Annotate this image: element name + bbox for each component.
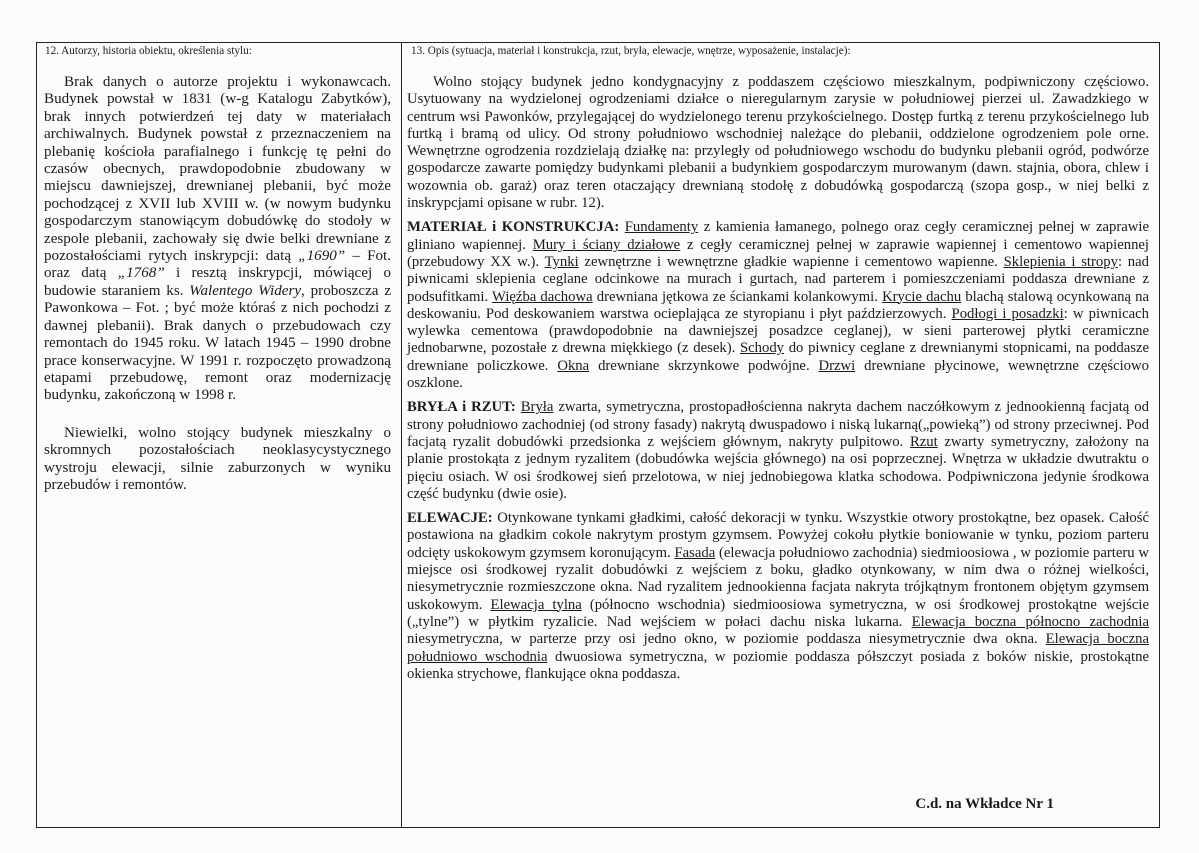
elew-text-2: (elewacja południowo zachodnia) siedmioosiowa , w poziomie parteru w miejsce osi środkowej ryzalit dobudówki z wejściem z boku, gładko otynkowany, w nim dwa o różnej wielkości, niesymetrycznie rozmieszczone okna. Nad ryzalitem jednookienna facjata nakryta trójkątnym frontonem objętym gzymsem uskokowym. — [407, 544, 1149, 613]
elew-text-1: Otynkowane tynkami gładkimi, całość dekoracji w tynku. Wszystkie otwory prostokątne, bez opasek. Całość postawiona na gładkim cokole nakrytym prostym gzymsem. Powyżej cokołu płytkie boniowanie w tynku, poziom parteru odcięty uskokowym gzymsem koronującym. — [407, 510, 1149, 561]
history-text-1: Brak danych o autorze projektu i wykonawcach. Budynek powstał w 1831 (w-g Katalogu Zabytków), brak innych potwierdzeń tej daty w materiałach archiwalnych. Budynek powstał z przeznaczeniem na plebanię kościoła parafialnego i funkcję tę pełni do czasów obecnych, prawdopodobnie zbudowany w miejscu dawniejszej, drewnianej plebanii, być może pochodzącej z XVII lub XVIII w. (w nowym budynku gospodarczym stanowiącym dobudówkę do stodoły w zespole plebanii, zachowały się dwie belki drewniane z pozostałościami rytych inskrypcji: datą — [44, 74, 391, 265]
column-divider — [401, 43, 402, 827]
situation-paragraph: Wolno stojący budynek jedno kondygnacyjny z poddaszem częściowo mieszkalnym, podpiwniczony częściowo. Usytuowany na wydzielonej ogrodzeniami działce o nieregularnym zarysie w południowej pierzei ul. Zawadzkiego w centrum wsi Pawonków, przylegającej do wydzielonego terenu przykościelnego. Dostęp furtką z terenu przykościelnego lub furtką i bramą od ulicy. Od strony południowo wschodniej należące do plebanii, oddzielone ogrodzeniem pole orne. Wewnętrzne ogrodzenia rozdzielają działkę na: przyległy od południowego wschodu do budynku plebanii ogród, podwórze gospodarcze zawarte pomiędzy budynkami plebanii a budynkiem gospodarczym murowanym (dawn. stajnia, obora, chlew i wozownia ob. garaż) oraz teren otaczający drewnianą stodołę z dobudówką gospodarczą (szopa gosp., w niej belki z inskrypcjami opisane w rubr. 12). — [407, 74, 1149, 212]
term-bryla: Bryła — [520, 399, 554, 416]
mat-text-6: blachą stalową ocynkowaną na deskowaniu. Pod deskowaniem warstwa ocieplająca ze styropianu i płyt paździerzowych. — [407, 288, 1149, 322]
bryla-text-2: zwarty symetryczny, założony na planie prostokąta z jednym ryzalitem (dobudówka wejścia głównego) na osi poprzecznej. Wnętrza w układzie dwutraktu o pięciu osiach. W osi środkowej sień przelotowa, w niej jednobiegowa klatka schodowa. Podpiwniczona jedynie środkowa część budynku (dwie osie). — [407, 433, 1149, 502]
term-fundamenty: Fundamenty — [624, 219, 699, 236]
massing-plan-paragraph — [407, 399, 1149, 503]
elew-text-3: (północno wschodnia) siedmioosiowa symetryczna, w osi środkowej prostokątne wejście („tylne”) w płytkim ryzalicie. Nad wejściem w połaci dachu niska lukarna. — [407, 596, 1149, 630]
term-mury: Mury i ściany działowe — [532, 236, 681, 253]
material-lead: MATERIAŁ i KONSTRUKCJA: — [407, 219, 620, 236]
elevations-lead: ELEWACJE: — [407, 510, 493, 527]
mat-text-5: drewniana jętkowa ze ściankami kolankowymi. — [592, 288, 883, 305]
term-rzut: Rzut — [909, 433, 938, 450]
mat-text-9: drewniane skrzynkowe podwójne. — [589, 357, 819, 374]
term-wiezba: Więźba dachowa — [492, 288, 593, 305]
section-13-description — [403, 43, 1159, 827]
mat-text-3: zewnętrzne i wewnętrzne gładkie wapienne i cementowo wapienne. — [578, 253, 1004, 270]
section-12-authors-history — [37, 43, 399, 827]
history-text-2: – Fot. oraz datą — [44, 248, 391, 282]
inscription-date-1690: „1690” — [298, 248, 346, 265]
term-krycie: Krycie dachu — [882, 288, 962, 305]
term-fasada: Fasada — [674, 544, 716, 561]
term-sklepienia: Sklepienia i stropy — [1003, 253, 1118, 270]
term-drzwi: Drzwi — [818, 357, 856, 374]
elevations-paragraph — [407, 510, 1149, 683]
section-13-header: 13. Opis (sytuacja, materiał i konstrukcja, rzut, bryła, elewacje, wnętrze, wyposażenie, instalacje): — [411, 45, 851, 57]
mat-text-7: : w piwnicach wylewka cementowa (prawdopodobnie na dawniejszej posadzce ceglanej), w sieni parterowej płytki ceramiczne jednobarwne, pozostałe z drewna miękkiego (z desek). — [407, 305, 1149, 357]
term-podlogi: Podłogi i posadzki — [951, 305, 1064, 322]
mat-text-1: z kamienia łamanego, polnego oraz cegły ceramicznej pełnej w zaprawie gliniano wapiennej. — [407, 219, 1149, 253]
term-tynki: Tynki — [544, 253, 579, 270]
term-elewacja-pn-zach: Elewacja boczna północno zachodnia — [911, 613, 1149, 630]
term-elewacja-pd-wsch: Elewacja boczna południowo wschodnia — [407, 631, 1150, 665]
mat-text-4: : nad piwnicami sklepienia ceglane odcinkowe na murach i gurtach, nad parterem i pomieszczeniami poddasza drewniane z podsufitkami. — [407, 253, 1149, 305]
history-text-4: , proboszcza z Pawonkowa – Fot. ; być może któraś z nich pochodzi z dawnej plebanii). Brak danych o przebudowach czy remontach do 1945 roku. W latach 1945 – 1990 drobne prace konserwacyjne. W 1991 r. rozpoczęto prowadzoną etapami przebudowę, remont oraz modernizację budynku, zakończoną w 1998 r. — [44, 282, 392, 404]
mat-text-10: drewniane płycinowe, wewnętrzne częściowo oszklone. — [407, 357, 1149, 392]
history-paragraph — [44, 74, 391, 405]
section-12-header: 12. Autorzy, historia obiektu, określenia stylu: — [45, 45, 252, 57]
term-elewacja-tylna: Elewacja tylna — [490, 596, 582, 613]
bryla-text-1: zwarta, symetryczna, prostopadłościenna nakryta dachem naczółkowym z jednookienną facjatą od strony południowo zachodniej (od strony fasady) nakrytą dwuspadowo i niską lukarną(„powieką”) od strony przeciwnej. Pod facjatą ryzalit dobudówki przedsionka z wejściem głównym, nakryty pulpitowo. — [407, 399, 1149, 450]
form-frame — [36, 42, 1160, 828]
elew-text-4: niesymetryczna, w parterze przy osi jedno okno, w poziomie poddasza niesymetrycznie dwa okna. — [407, 631, 1046, 648]
history-text-3: i resztą inskrypcji, mówiącej o budowie staraniem ks. — [44, 265, 391, 299]
massing-lead: BRYŁA i RZUT: — [407, 399, 516, 416]
continuation-note: C.d. na Wkładce Nr 1 — [915, 796, 1054, 812]
priest-name: Walentego Widery — [189, 282, 302, 299]
term-okna: Okna — [557, 357, 590, 374]
elew-text-5: dwuosiowa symetryczna, w poziomie poddasza półszczyt posiada z boków niskie, prostokątne okienka strychowe, flankujące okna poddasza. — [407, 648, 1149, 682]
mat-text-2: z cegły ceramicznej pełnej w zaprawie wapiennej i cementowo wapiennej (przebudowy XX w.). — [407, 236, 1150, 270]
style-paragraph: Niewielki, wolno stojący budynek mieszkalny o skromnych pozostałościach neoklasycystycznego wystroju elewacji, silnie zaburzonych w wyniku przebudów i remontów. — [44, 424, 391, 493]
inscription-date-1768: „1768” — [117, 265, 165, 282]
term-schody: Schody — [739, 340, 785, 357]
mat-text-8: do piwnicy ceglane z drewnianymi stopnicami, na poddasze drewniane policzkowe. — [407, 340, 1149, 374]
material-construction-paragraph — [407, 219, 1149, 392]
